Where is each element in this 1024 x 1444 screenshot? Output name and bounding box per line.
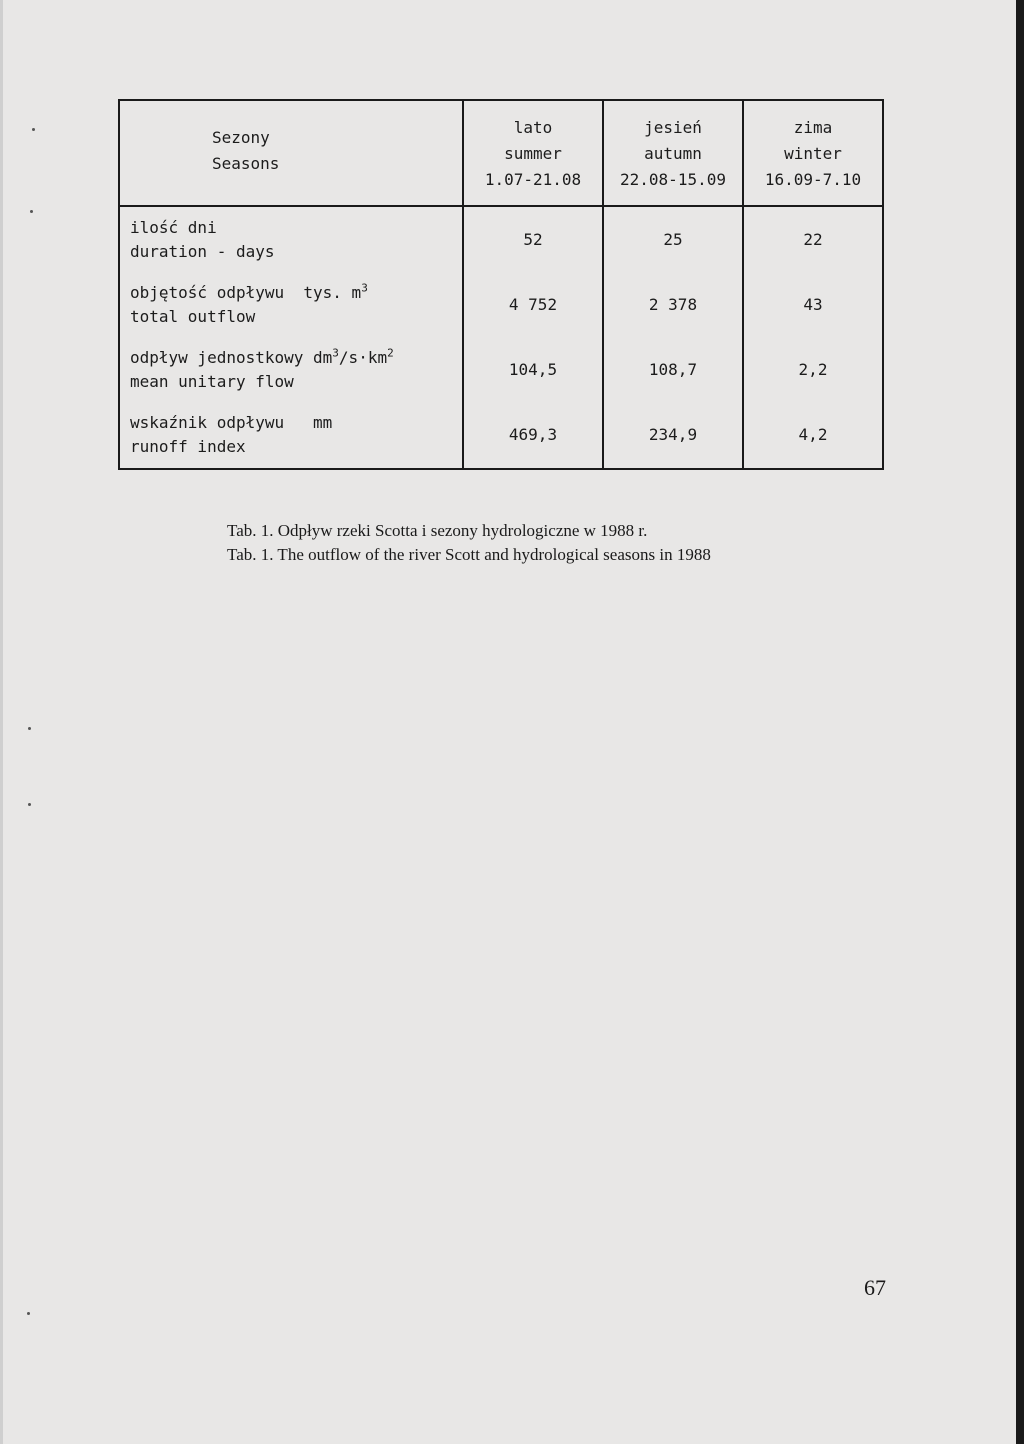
value-cell-autumn: 2 378 bbox=[603, 272, 743, 337]
season-name-en: winter bbox=[784, 144, 842, 163]
page-number: 67 bbox=[864, 1275, 886, 1300]
table-header-row bbox=[119, 100, 883, 206]
caption-english: Tab. 1. The outflow of the river Scott and hydrological seasons in 1988 bbox=[227, 545, 711, 564]
row-label-pl bbox=[130, 216, 462, 240]
row-label-pl-text: ilość dni bbox=[130, 217, 217, 237]
seasons-header-label-pl: Sezony bbox=[212, 128, 270, 147]
table-row-duration bbox=[119, 206, 883, 272]
row-unit: mm bbox=[313, 413, 333, 433]
season-header-autumn bbox=[603, 100, 743, 206]
season-header-summer bbox=[463, 100, 603, 206]
value-cell-autumn: 234,9 bbox=[603, 403, 743, 469]
season-name-pl: lato bbox=[513, 118, 553, 137]
row-label-en: total outflow bbox=[130, 306, 256, 326]
row-unit: dm bbox=[313, 348, 333, 368]
row-label-cell bbox=[119, 206, 463, 272]
scan-speck bbox=[27, 1312, 30, 1315]
scan-speck bbox=[28, 727, 31, 730]
seasons-header-cell bbox=[119, 100, 463, 206]
value-cell-winter: 2,2 bbox=[743, 337, 883, 402]
row-label-cell bbox=[119, 403, 463, 469]
value-cell-summer: 52 bbox=[463, 206, 603, 272]
season-name-pl: zima bbox=[793, 118, 833, 137]
value-cell-summer: 4 752 bbox=[463, 272, 603, 337]
row-label-en: duration - days bbox=[130, 241, 275, 261]
hydrological-seasons-table bbox=[118, 99, 884, 470]
row-label-en: mean unitary flow bbox=[130, 372, 294, 392]
caption-polish: Tab. 1. Odpływ rzeki Scotta i sezony hydrologiczne w 1988 r. bbox=[227, 521, 648, 540]
row-label-cell bbox=[119, 337, 463, 402]
value-cell-autumn: 25 bbox=[603, 206, 743, 272]
value-cell-winter: 22 bbox=[743, 206, 883, 272]
row-label-cell bbox=[119, 272, 463, 337]
table-row-runoff-index bbox=[119, 403, 883, 469]
seasons-header-label-en: Seasons bbox=[212, 154, 280, 173]
season-name-en: summer bbox=[504, 144, 562, 163]
value-cell-autumn: 108,7 bbox=[603, 337, 743, 402]
row-unit-superscript: 3 bbox=[361, 281, 368, 295]
season-name-pl: jesień bbox=[644, 118, 702, 137]
row-label-pl bbox=[130, 281, 462, 305]
row-unit: tys. m bbox=[303, 282, 362, 302]
value-cell-summer: 469,3 bbox=[463, 403, 603, 469]
season-header-winter bbox=[743, 100, 883, 206]
value-cell-summer: 104,5 bbox=[463, 337, 603, 402]
page-edge-right bbox=[1016, 0, 1024, 1444]
season-name-en: autumn bbox=[644, 144, 702, 163]
row-unit-tail: /s·km bbox=[338, 348, 388, 368]
season-dates: 1.07-21.08 bbox=[484, 170, 582, 189]
scan-speck bbox=[28, 803, 31, 806]
value-cell-winter: 43 bbox=[743, 272, 883, 337]
scan-speck bbox=[30, 210, 33, 213]
season-dates: 22.08-15.09 bbox=[620, 170, 726, 189]
row-label-pl-text: wskaźnik odpływu bbox=[130, 413, 285, 433]
page-edge-left bbox=[0, 0, 3, 1444]
row-label-pl bbox=[130, 411, 462, 435]
season-dates: 16.09-7.10 bbox=[764, 170, 862, 189]
scan-speck bbox=[32, 128, 35, 131]
table-row-unitary-flow bbox=[119, 337, 883, 402]
table-row-total-outflow bbox=[119, 272, 883, 337]
table-caption bbox=[227, 519, 711, 567]
row-label-en: runoff index bbox=[130, 437, 246, 457]
row-label-pl-text: objętość odpływu bbox=[130, 282, 285, 302]
value-cell-winter: 4,2 bbox=[743, 403, 883, 469]
row-unit-superscript-2: 2 bbox=[387, 346, 394, 360]
row-label-pl-text: odpływ jednostkowy bbox=[130, 348, 304, 368]
row-unit-superscript: 3 bbox=[332, 346, 339, 360]
row-label-pl bbox=[130, 346, 462, 370]
